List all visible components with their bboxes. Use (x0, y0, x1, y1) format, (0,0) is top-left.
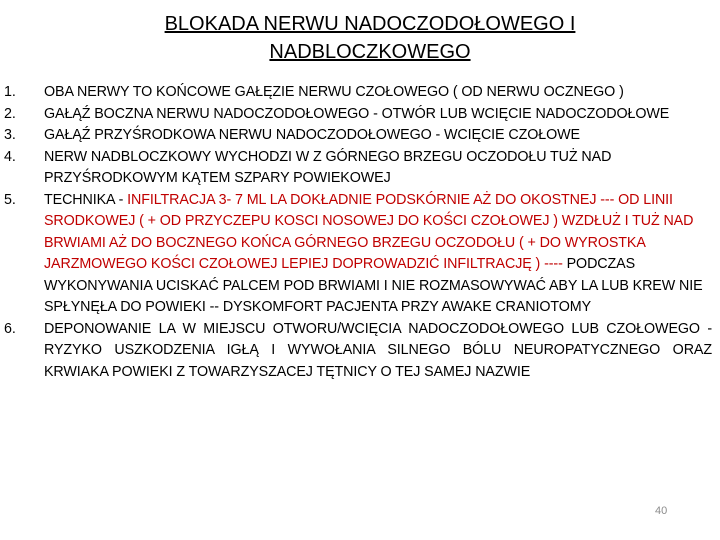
slide-title-line-1: BLOKADA NERWU NADOCZODOŁOWEGO I (164, 13, 576, 35)
list-item-text: GAŁĄŹ BOCZNA NERWU NADOCZODOŁOWEGO - OTWÓR LUB WCIĘCIE NADOCZODOŁOWE (44, 105, 670, 122)
list-item-number: 5. (4, 191, 16, 208)
list-item-5 (0, 190, 712, 319)
list-item-number: 4. (4, 148, 16, 165)
list-item-3 (0, 125, 712, 147)
infiltration-instructions: INFILTRACJA 3- 7 ML LA DOKŁADNIE PODSKÓRNIE AŻ DO OKOSTNEJ --- OD LINII SRODKOWEJ ( + OD PRZYCZEPU KOSCI NOSOWEJ DO KOŚCI CZOŁOWEJ ) WZDŁUŻ I TUŻ NAD BRWIAMI AŻ DO BOCZNEGO KOŃCA GÓRNEGO BRZEGU OCZODOŁU ( + DO WYROSTKA JARZMOWEGO KOŚCI CZOŁOWEJ LEPIEJ DOPROWADZIĆ INFILTRACJĘ ) ---- (44, 191, 694, 272)
list-item-text: OBA NERWY TO KOŃCOWE GAŁĘZIE NERWU CZOŁOWEGO ( OD NERWU OCZNEGO ) (44, 84, 624, 100)
list-item-1 (0, 82, 712, 104)
list-item-text: NERW NADBLOCZKOWY WYCHODZI W Z GÓRNEGO BRZEGU OCZODOŁU TUŻ NAD PRZYŚRODKOWYM KĄTEM SZPARY POWIEKOWEJ (44, 148, 612, 186)
list-item-number: 2. (4, 105, 16, 122)
list-item-4 (0, 147, 712, 190)
list-item-number: 6. (4, 320, 16, 337)
page-number: 40 (655, 505, 668, 517)
list-item-number: 1. (4, 84, 16, 100)
list-item-text: DEPONOWANIE LA W MIEJSCU OTWORU/WCIĘCIA NADOCZODOŁOWEGO LUB CZOŁOWEGO - RYZYKO USZKODZENIA IGŁĄ I WYWOŁANIA SILNEGO BÓLU NEUROPATYCZNEGO ORAZ KRWIAKA POWIEKI Z TOWARZYSZACEJ TĘTNICY O TEJ SAMEJ NAZWIE (44, 320, 712, 380)
slide-title-line-2: NADBLOCZKOWEGO (269, 41, 471, 63)
technique-notes: PODCZAS WYKONYWANIA UCISKAĆ PALCEM POD BRWIAMI I NIE ROZMASOWYWAĆ ABY LA LUB KREW NIE SPŁYNĘŁA DO POWIEKI -- DYSKOMFORT PACJENTA PRZY AWAKE CRANIOTOMY (44, 256, 703, 315)
technique-label: TECHNIKA - (44, 191, 128, 208)
slide-title (60, 10, 680, 66)
list-item-text: GAŁĄŹ PRZYŚRODKOWA NERWU NADOCZODOŁOWEGO - WCIĘCIE CZOŁOWE (44, 127, 580, 143)
numbered-list (0, 82, 712, 383)
list-item-2 (0, 104, 712, 126)
list-item-number: 3. (4, 127, 16, 143)
list-item-6 (0, 319, 712, 384)
list-item-text (44, 192, 703, 316)
